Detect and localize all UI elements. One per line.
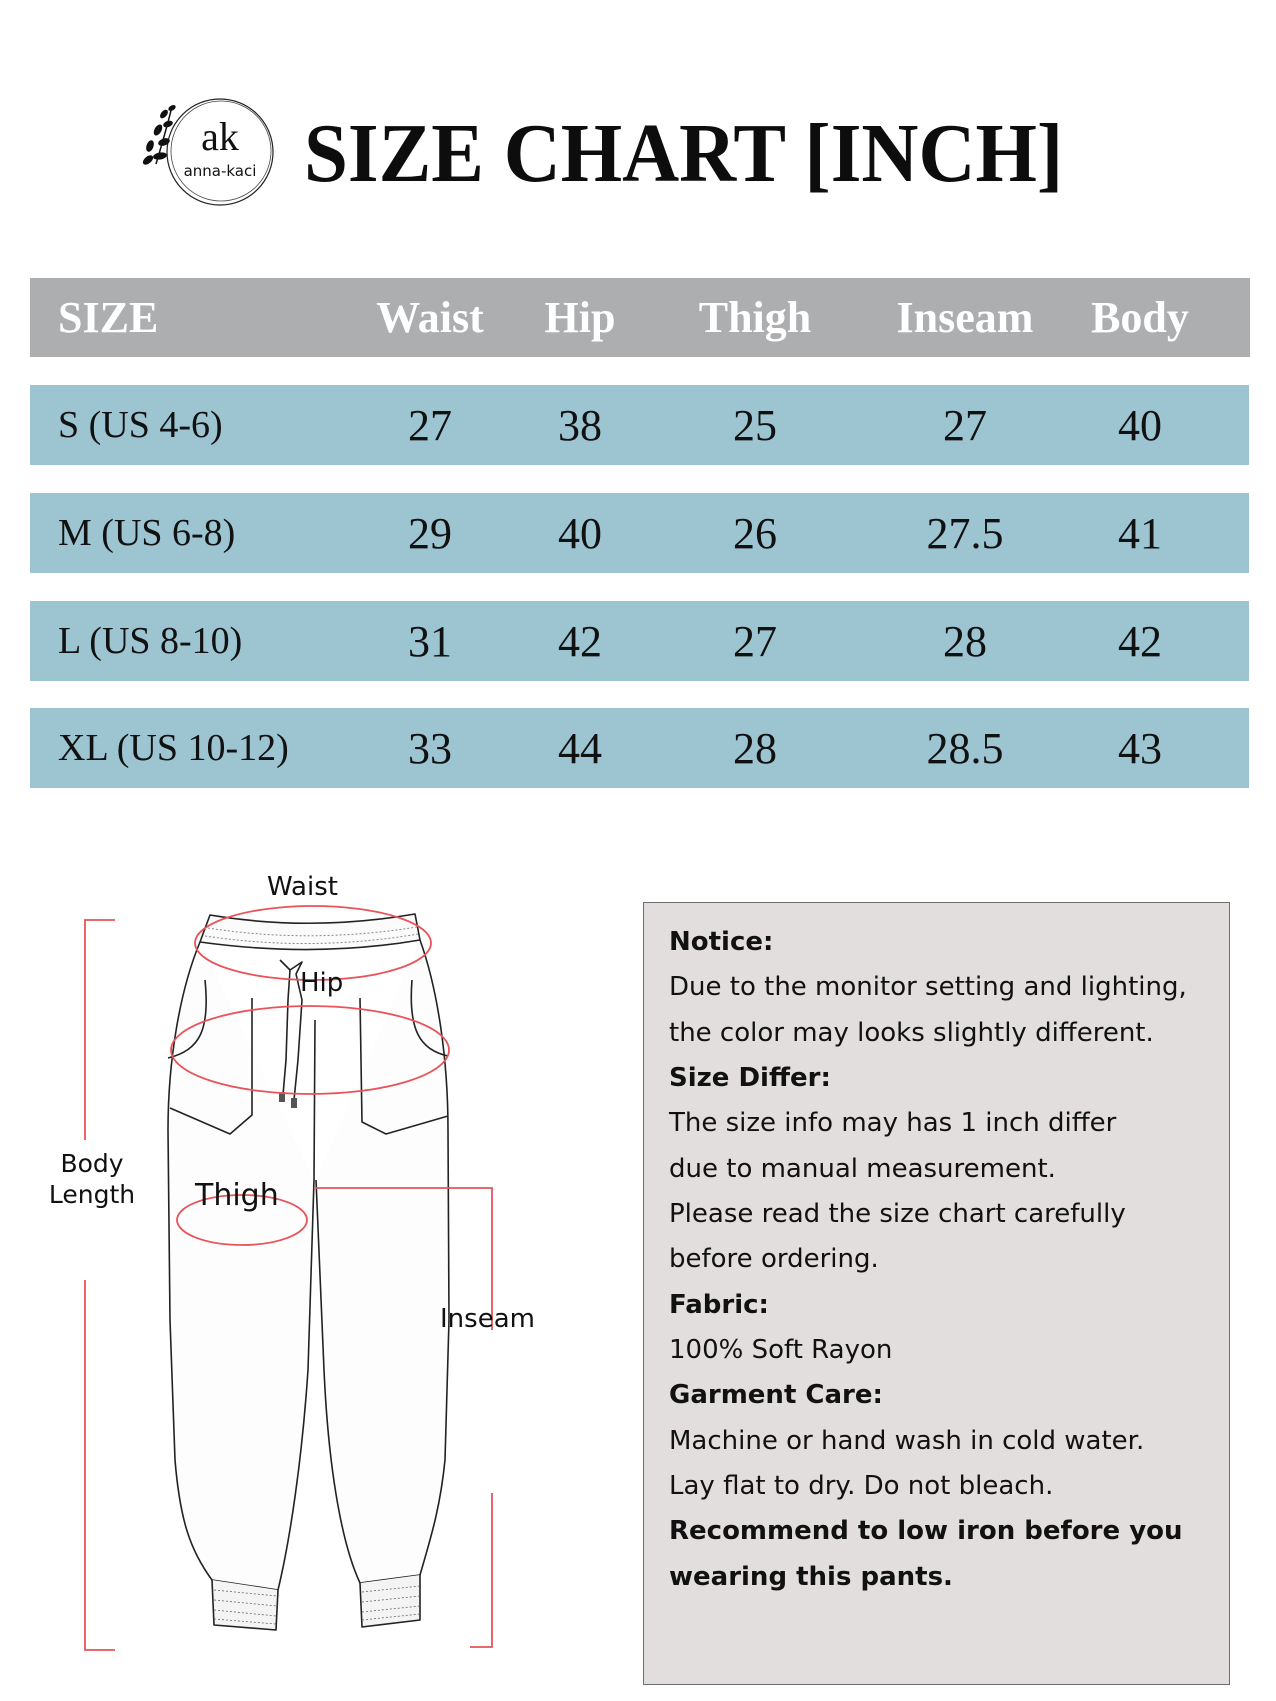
iron-recommendation: wearing this pants. <box>669 1562 953 1592</box>
size-differ-text: due to manual measurement. <box>669 1154 1056 1184</box>
cell-waist: 33 <box>408 723 452 773</box>
thigh-label: Thigh <box>195 1178 279 1213</box>
fabric-heading: Fabric: <box>669 1290 769 1320</box>
column-header-thigh: Thigh <box>698 293 812 342</box>
iron-recommendation: Recommend to low iron before you <box>669 1516 1183 1546</box>
table-row <box>30 601 1249 681</box>
column-header-inseam: Inseam <box>896 293 1034 342</box>
brand-logo <box>142 94 280 212</box>
table-row <box>30 385 1249 465</box>
cell-thigh: 27 <box>733 616 777 666</box>
cell-waist: 29 <box>408 508 452 558</box>
cell-waist: 31 <box>408 616 452 666</box>
cell-thigh: 28 <box>733 723 777 773</box>
notice-text: Due to the monitor setting and lighting, <box>669 972 1187 1002</box>
cell-inseam: 27 <box>943 400 987 450</box>
body-length-bracket-bottom <box>85 1280 115 1650</box>
pants-illustration <box>40 900 600 1690</box>
notice-text: the color may looks slightly different. <box>669 1018 1154 1048</box>
cell-inseam: 28.5 <box>926 723 1004 773</box>
inseam-bracket-bottom <box>470 1493 492 1647</box>
logo-monogram: ak <box>201 114 239 159</box>
cell-size: L (US 8-10) <box>58 620 243 662</box>
notice-heading: Notice: <box>669 927 774 957</box>
garment-care-text: Machine or hand wash in cold water. <box>669 1426 1145 1456</box>
cell-hip: 42 <box>558 616 602 666</box>
header <box>0 0 1276 260</box>
inseam-label: Inseam <box>440 1304 535 1334</box>
cell-hip: 44 <box>558 723 602 773</box>
size-differ-text: The size info may has 1 inch differ <box>669 1108 1117 1138</box>
cell-hip: 40 <box>558 508 602 558</box>
cell-thigh: 26 <box>733 508 777 558</box>
cell-waist: 27 <box>408 400 452 450</box>
page-title: SIZE CHART [INCH] <box>304 107 1064 200</box>
fabric-text: 100% Soft Rayon <box>669 1335 893 1365</box>
column-header-hip: Hip <box>544 293 616 342</box>
cell-body: 42 <box>1118 616 1162 666</box>
table-row <box>30 493 1249 573</box>
cell-thigh: 25 <box>733 400 777 450</box>
size-differ-heading: Size Differ: <box>669 1063 831 1093</box>
cell-inseam: 27.5 <box>926 508 1004 558</box>
cell-size: XL (US 10-12) <box>58 727 289 769</box>
cell-body: 41 <box>1118 508 1162 558</box>
size-differ-text: Please read the size chart carefully <box>669 1199 1126 1229</box>
cell-inseam: 28 <box>943 616 987 666</box>
size-differ-text: before ordering. <box>669 1244 879 1274</box>
table-row <box>30 708 1249 788</box>
cell-size: M (US 6-8) <box>58 512 236 554</box>
table-header-row <box>30 278 1250 357</box>
body-length-label: Body Length <box>48 1149 136 1209</box>
column-header-body: Body <box>1091 293 1189 342</box>
pants-measurement-diagram <box>40 872 600 1690</box>
cell-body: 43 <box>1118 723 1162 773</box>
column-header-waist: Waist <box>376 293 484 342</box>
cell-body: 40 <box>1118 400 1162 450</box>
column-header-size: SIZE <box>58 293 159 342</box>
waist-label: Waist <box>267 872 338 902</box>
cell-size: S (US 4-6) <box>58 404 223 446</box>
garment-care-text: Lay flat to dry. Do not bleach. <box>669 1471 1054 1501</box>
garment-care-heading: Garment Care: <box>669 1380 883 1410</box>
hip-label: Hip <box>300 968 344 998</box>
body-length-bracket-top <box>85 920 115 1140</box>
notice-box <box>643 902 1230 1685</box>
logo-brand-name: anna-kaci <box>183 162 257 180</box>
cell-hip: 38 <box>558 400 602 450</box>
